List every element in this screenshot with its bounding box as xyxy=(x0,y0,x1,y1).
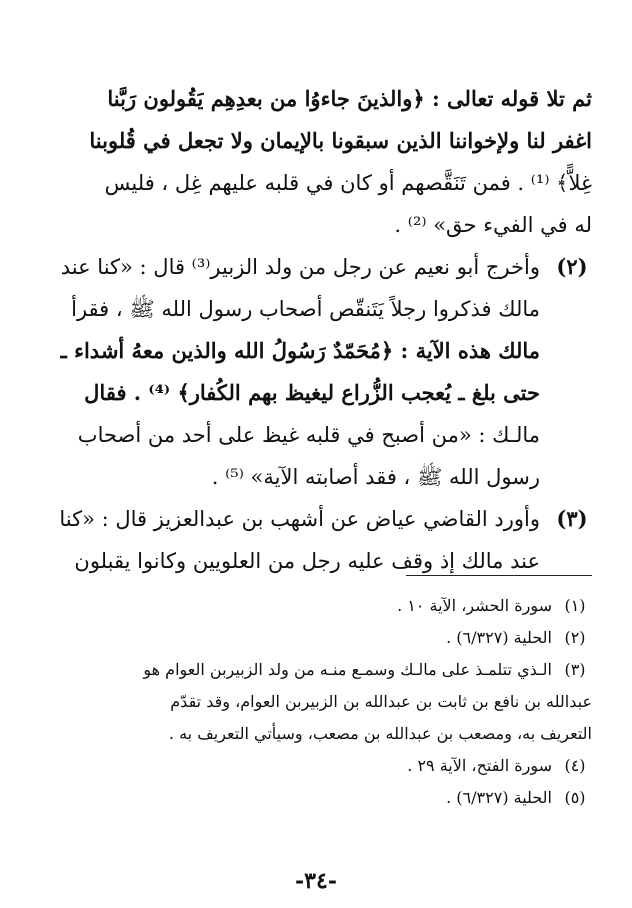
footnote-text: التعريف به، ومصعب بن عبدالله بن مصعب، وسيأتي التعريف به . xyxy=(168,724,592,743)
body-line: مالك فذكروا رجلاً يَتَنقّص أصحاب رسول الله ﷺ ، فقرأ xyxy=(71,297,540,321)
body-line: وأخرج أبو نعيم عن رجل من ولد الزبير⁽³⁾ قال : «كنا عند xyxy=(60,255,540,279)
body-line: ثم تلا قوله تعالى : ﴿والذينَ جاءوُا من بعدِهِم يَقُولون رَبَّنا xyxy=(107,86,592,111)
footnote-number: (٤) xyxy=(564,756,586,775)
footnote-divider xyxy=(406,575,592,576)
footnote xyxy=(40,622,592,654)
footnote-number: (١) xyxy=(564,596,586,615)
body-line: غِلاًّ﴾ ⁽¹⁾ . فمن تَنَقَّصهم أو كان في قلبه عليهم غِل ، فليس xyxy=(104,171,592,195)
page-number: -٣٤- xyxy=(295,868,337,894)
body-line: رسول الله ﷺ ، فقد أصابته الآية» ⁽⁵⁾ . xyxy=(211,465,540,489)
body-line: مالك هذه الآية : ﴿مُحَمّدٌ رَسُولُ الله والذين معهُ أشداء ـ xyxy=(60,338,540,363)
footnote xyxy=(40,782,592,814)
paragraph-2 xyxy=(40,246,592,498)
footnotes xyxy=(40,590,592,814)
footnote-number: (٥) xyxy=(564,788,586,807)
body-line: اغفر لنا ولإخواننا الذين سبقونا بالإيمان ولا تجعل في قُلوبنا xyxy=(89,128,592,153)
footnote-text: الحلية (٦/٣٢٧) . xyxy=(446,788,552,807)
body-line: عند مالك إذ وقف عليه رجل من العلويين وكانوا يقبلون xyxy=(74,549,540,573)
footnote-text: الحلية (٦/٣٢٧) . xyxy=(446,628,552,647)
footnote-number: (٣) xyxy=(564,660,586,679)
footnote-text: عبدالله بن نافع بن ثابت بن عبدالله بن الزبيربن العوام، وقد تقدّم xyxy=(170,692,592,711)
main-text xyxy=(40,78,592,582)
footnote-number: (٢) xyxy=(564,628,586,647)
body-line: له في الفيء حق» ⁽²⁾ . xyxy=(394,213,592,237)
footnote xyxy=(40,654,592,750)
paragraph-number: (٢) xyxy=(556,254,588,279)
body-line: وأورد القاضي عياض عن أشهب بن عبدالعزيز قال : «كنا xyxy=(59,507,540,531)
body-line: حتى بلغ ـ يُعجب الزُّراع ليغيظ بهم الكُفار﴾ ⁽⁴⁾ . فقال xyxy=(84,380,540,405)
paragraph-3 xyxy=(40,498,592,582)
footnote-text: الـذي تتلمـذ على مالـك وسمـع منـه من ولد الزبيربن العوام هو xyxy=(143,660,552,679)
footnote-text: سورة الفتح، الآية ٢٩ . xyxy=(407,756,552,775)
body-line: مالـك : «من أصبح في قلبه غيظ على أحد من أصحاب xyxy=(77,423,540,447)
footnote xyxy=(40,750,592,782)
paragraph-number: (٣) xyxy=(556,506,588,531)
footnote xyxy=(40,590,592,622)
footnote-text: سورة الحشر، الآية ١٠ . xyxy=(397,596,552,615)
